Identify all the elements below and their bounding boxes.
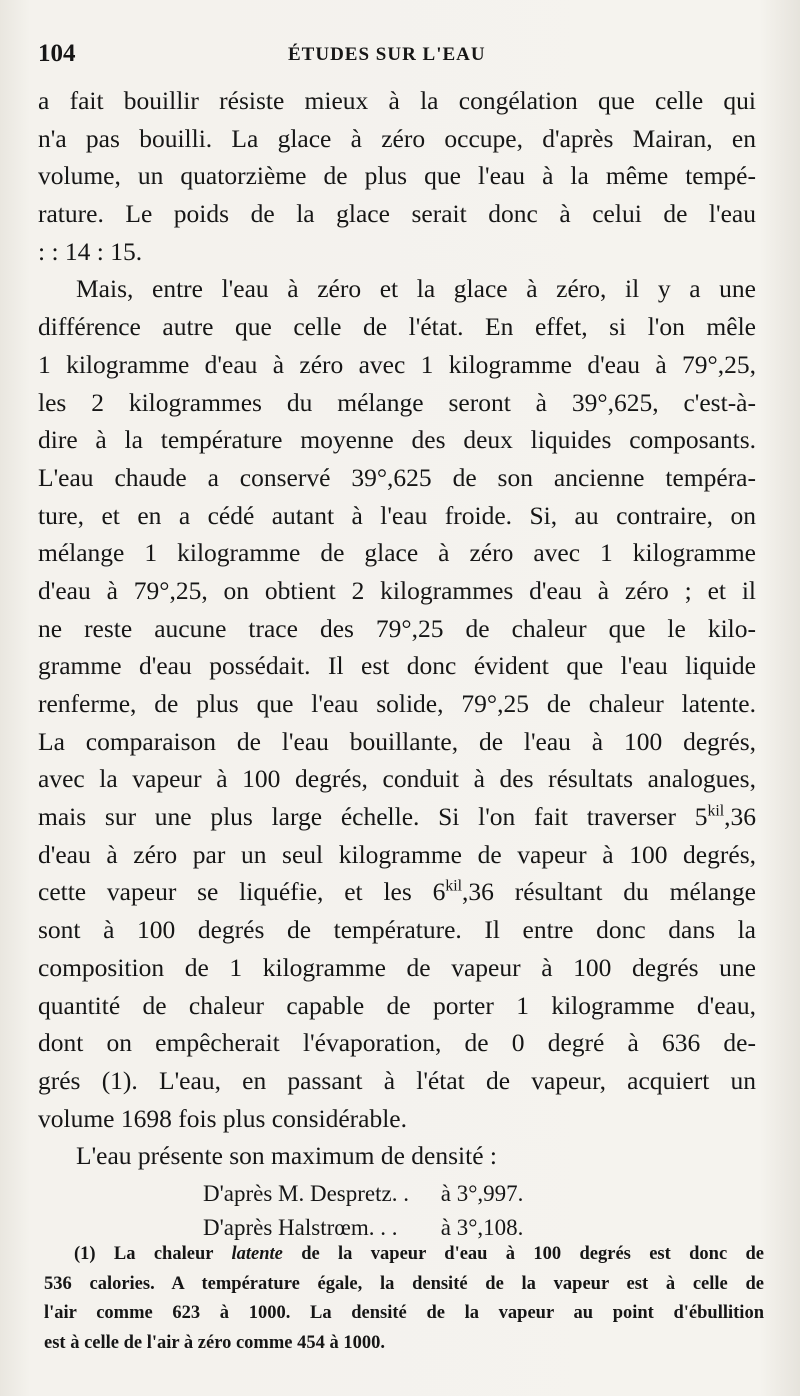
text-line: quantité de chaleur capable de porter 1 kilogramme d'eau,	[38, 990, 756, 1020]
text-line: mais sur une plus large échelle. Si l'on fait traverser $5^{kil},36$	[38, 802, 756, 832]
text-line: d'eau à 79°,25, on obtient 2 kilogrammes d'eau à zéro ; et il	[38, 575, 756, 605]
measurement-row	[203, 1177, 523, 1211]
text-line: cette vapeur se liquéfie, et les $6^{kil},36$ résultant du mélange	[38, 877, 756, 907]
text-line: avec la vapeur à 100 degrés, conduit à des résultats analogues,	[38, 764, 756, 794]
measurement-list	[38, 1175, 756, 1247]
text-line: dire à la température moyenne des deux liquides composants.	[38, 425, 756, 455]
footnote-line: est à celle de l'air à zéro comme 454 à 1000.	[44, 1332, 385, 1353]
text-line: L'eau présente son maximum de densité :	[76, 1141, 497, 1171]
main-text	[38, 82, 756, 1247]
text-line: composition de 1 kilogramme de vapeur à 100 degrés une	[38, 952, 756, 982]
footnote-line: (1) La chaleur latente de la vapeur d'eau à 100 degrés est donc de	[74, 1244, 765, 1264]
text-line: d'eau à zéro par un seul kilogramme de vapeur à 100 degrés,	[38, 839, 756, 869]
text-line: La comparaison de l'eau bouillante, de l'eau à 100 degrés,	[38, 726, 756, 756]
text-line: L'eau chaude a conservé 39°,625 de son ancienne tempéra-	[38, 462, 756, 492]
text-line: volume, un quatorzième de plus que l'eau à la même tempé-	[38, 161, 756, 191]
text-line: : : 14 : 15.	[38, 236, 143, 266]
text-line: volume 1698 fois plus considérable.	[38, 1103, 407, 1133]
text-line: grés (1). L'eau, en passant à l'état de vapeur, acquiert un	[38, 1065, 756, 1095]
page-number: 104	[38, 40, 76, 67]
measurement-value: à 3°,997.	[440, 1180, 524, 1206]
text-line: ture, et en a cédé autant à l'eau froide. Si, au contraire, on	[38, 500, 756, 530]
text-line: mélange 1 kilogramme de glace à zéro avec 1 kilogramme	[38, 538, 756, 568]
text-line: les 2 kilogrammes du mélange seront à 39°,625, c'est-à-	[38, 387, 756, 417]
text-line: sont à 100 degrés de température. Il entre donc dans la	[38, 915, 756, 945]
footnote-line: 536 calories. A température égale, la densité de la vapeur est à celle de	[44, 1273, 764, 1294]
footnote	[44, 1240, 764, 1358]
text-line: différence autre que celle de l'état. En effet, si l'on mêle	[38, 312, 756, 342]
text-line: renferme, de plus que l'eau solide, 79°,25 de chaleur latente.	[38, 689, 756, 718]
text-line: n'a pas bouilli. La glace à zéro occupe, d'après Mairan, en	[38, 123, 756, 153]
measurement-source: D'après M. Despretz. .	[203, 1180, 409, 1206]
running-title: ÉTUDES SUR L'EAU	[288, 44, 486, 65]
measurement-source: D'après Halstrœm. . .	[203, 1214, 398, 1240]
text-line: Mais, entre l'eau à zéro et la glace à zéro, il y a une	[76, 274, 756, 304]
footnote-line: l'air comme 623 à 1000. La densité de la vapeur au point d'ébullition	[44, 1303, 764, 1323]
text-line: a fait bouillir résiste mieux à la congélation que celle qui	[38, 86, 756, 115]
measurement-value: à 3°,108.	[440, 1214, 524, 1240]
text-line: rature. Le poids de la glace serait donc à celui de l'eau	[38, 199, 756, 229]
text-line: 1 kilogramme d'eau à zéro avec 1 kilogramme d'eau à 79°,25,	[38, 349, 756, 379]
text-line: gramme d'eau possédait. Il est donc évident que l'eau liquide	[38, 651, 756, 681]
text-line: dont on empêcherait l'évaporation, de 0 degré à 636 de-	[38, 1028, 756, 1058]
text-line: ne reste aucune trace des 79°,25 de chaleur que le kilo-	[38, 613, 756, 643]
page-header	[38, 40, 758, 74]
